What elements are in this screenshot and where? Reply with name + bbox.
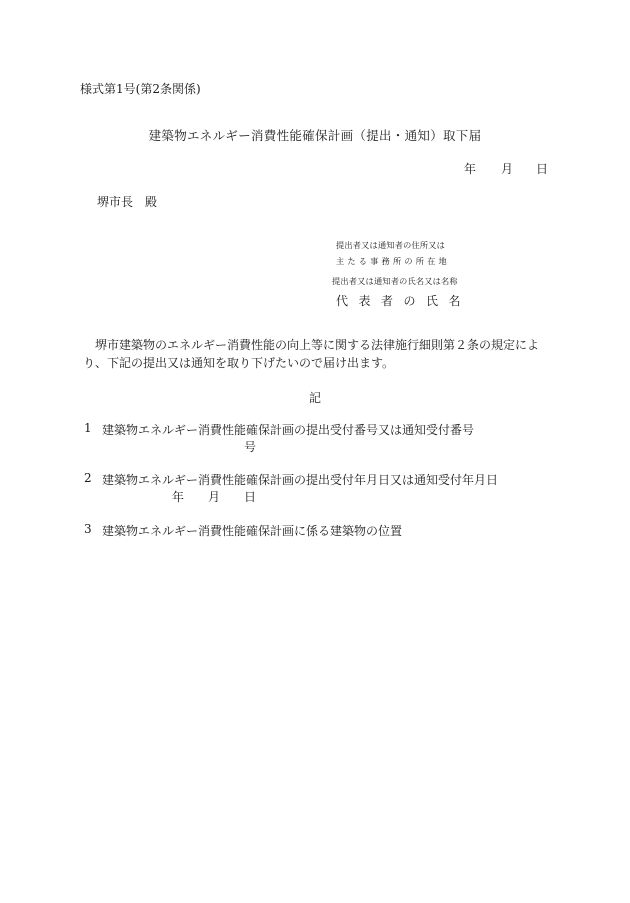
document-title: 建築物エネルギー消費性能確保計画（提出・通知）取下届 <box>148 128 482 143</box>
item-3-number: 3 <box>84 522 92 536</box>
item-1-text: 建築物エネルギー消費性能確保計画の提出受付番号又は通知受付番号 <box>102 423 475 437</box>
submitter-address-label: 提出者又は通知者の住所又は <box>336 240 446 250</box>
date-day: 日 <box>536 162 549 176</box>
submitter-name-label: 提出者又は通知者の氏名又は名称 <box>332 276 458 286</box>
date-year: 年 <box>464 162 477 176</box>
item-2-number: 2 <box>84 471 92 485</box>
addressee: 堺市長 殿 <box>97 195 158 209</box>
ki-heading: 記 <box>308 391 321 405</box>
submitter-office-label: 主たる事務所の所在地 <box>336 256 450 266</box>
item-2-day: 日 <box>244 490 257 504</box>
body-paragraph: 堺市建築物のエネルギー消費性能の向上等に関する法律施行細則第２条の規定により、下記の提出又は通知を取り下げたいので届け出ます。 <box>83 338 540 370</box>
date-month: 月 <box>501 162 514 176</box>
representative-label: 代表者の氏名 <box>336 294 472 308</box>
form-number: 様式第1号(第2条関係) <box>80 82 201 96</box>
item-2-month: 月 <box>208 490 221 504</box>
item-1-suffix: 号 <box>244 440 257 454</box>
item-1-number: 1 <box>84 421 92 435</box>
item-3-text: 建築物エネルギー消費性能確保計画に係る建築物の位置 <box>102 524 403 538</box>
item-2-year: 年 <box>172 490 185 504</box>
item-2-text: 建築物エネルギー消費性能確保計画の提出受付年月日又は通知受付年月日 <box>102 473 499 487</box>
